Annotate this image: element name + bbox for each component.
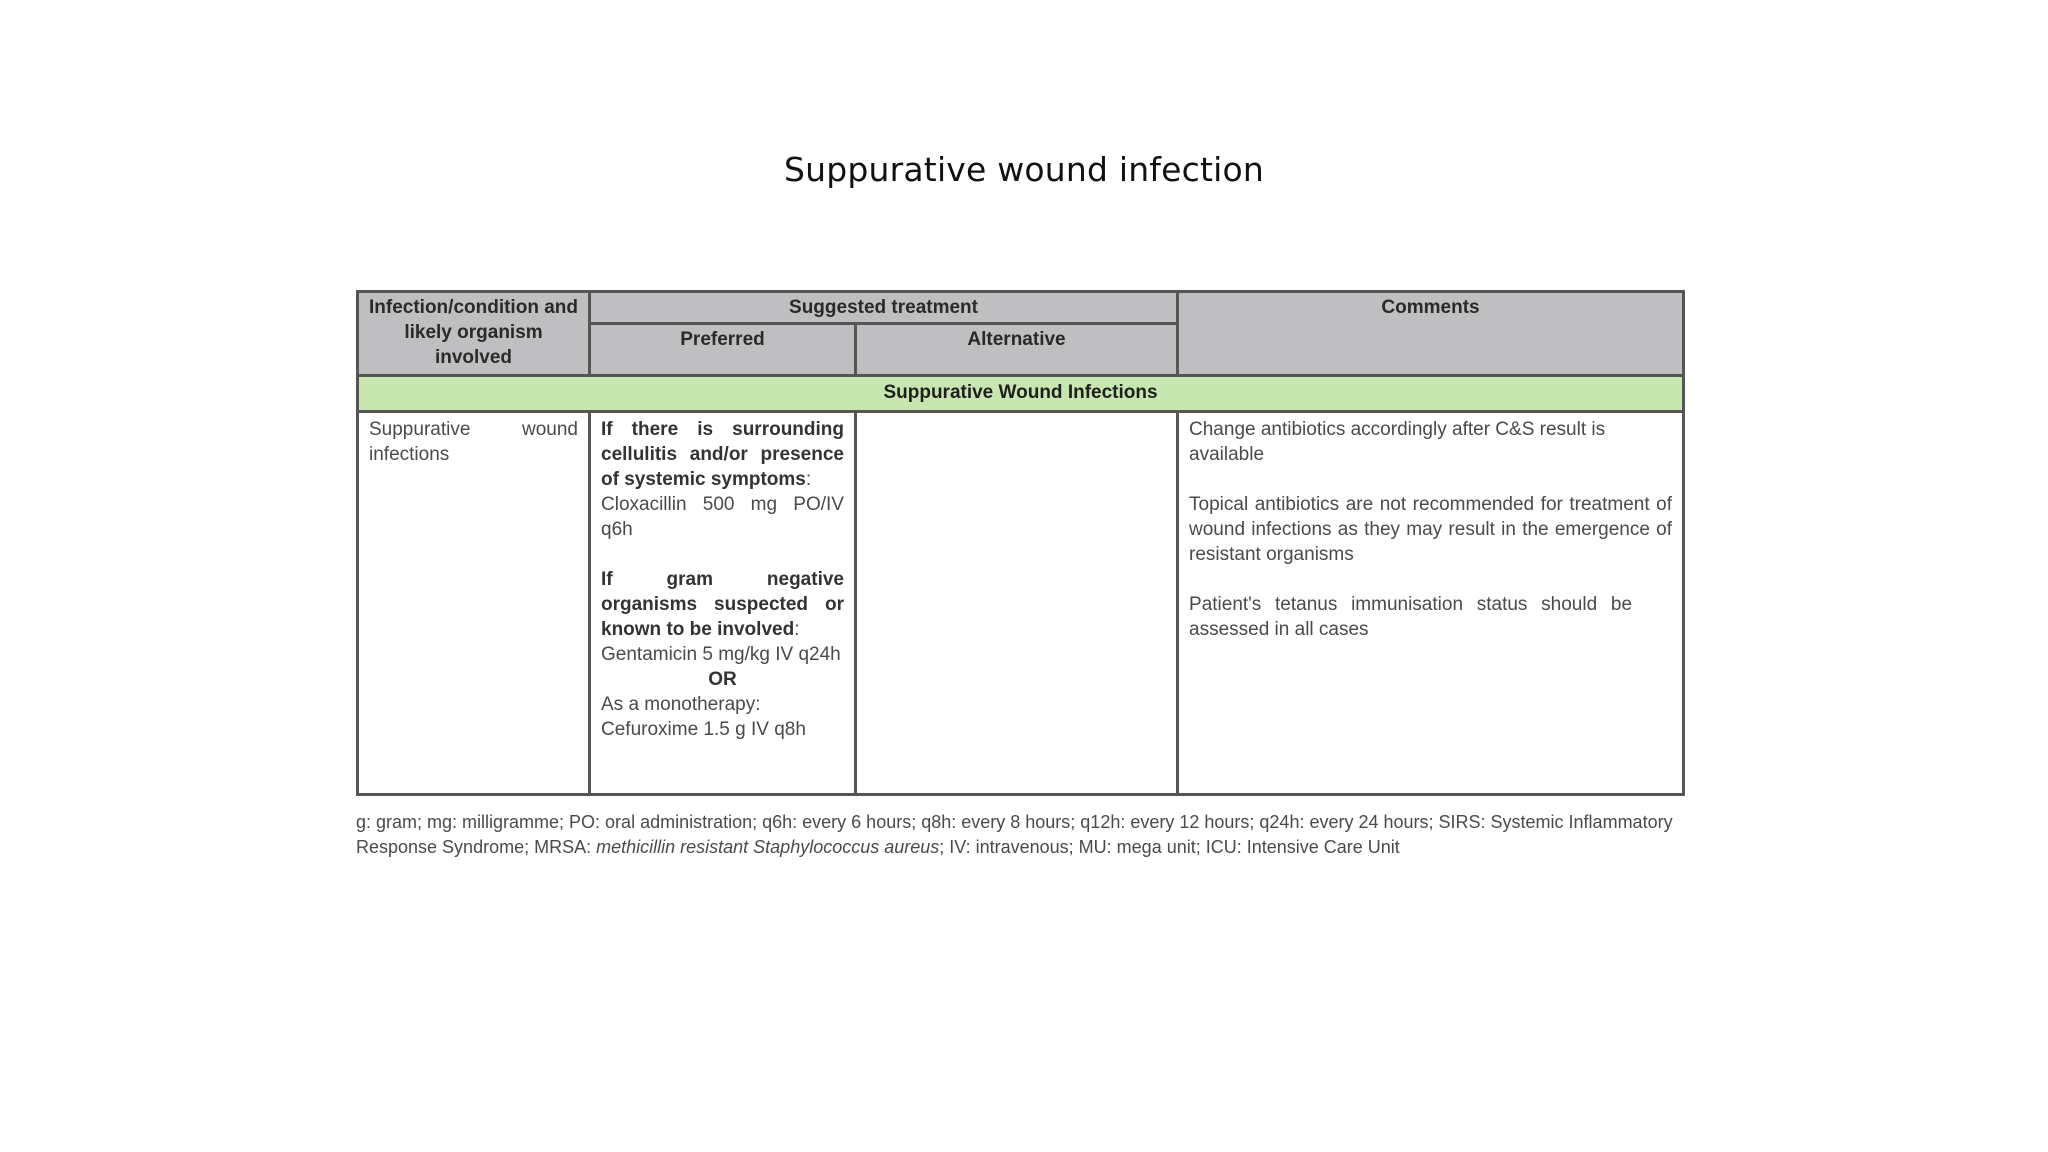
comment-1: Change antibiotics accordingly after C&S result is available bbox=[1189, 419, 1606, 465]
preferred-drug-2: Gentamicin 5 mg/kg IV q24h bbox=[601, 644, 841, 665]
slide-title: Suppurative wound infection bbox=[783, 150, 1265, 189]
preferred-condition-1: If there is surrounding cellulitis and/or presence of systemic symptoms: bbox=[601, 419, 844, 490]
monotherapy-label: As a monotherapy: bbox=[601, 694, 761, 715]
header-preferred: Preferred bbox=[590, 324, 856, 376]
table-row bbox=[358, 412, 1684, 795]
or-label: OR bbox=[708, 669, 737, 690]
section-title: Suppurative Wound Infections bbox=[358, 376, 1684, 412]
condition-cell: Suppurative wound infections bbox=[358, 412, 590, 795]
header-alternative: Alternative bbox=[856, 324, 1178, 376]
comment-3: Patient's tetanus immunisation status should be assessed in all cases bbox=[1189, 594, 1633, 640]
preferred-drug-3: Cefuroxime 1.5 g IV q8h bbox=[601, 719, 806, 740]
treatment-table bbox=[356, 290, 1685, 796]
preferred-drug-1: Cloxacillin 500 mg PO/IV q6h bbox=[601, 494, 844, 540]
comment-2: Topical antibiotics are not recommended for treatment of wound infections as they may result in the emergence of resistant organisms bbox=[1189, 494, 1673, 565]
abbreviations-footnote: g: gram; mg: milligramme; PO: oral administration; q6h: every 6 hours; q8h: every 8 hours; q12h: every 12 hours; q24h: every 24 hours; SIRS: Systemic Inflammatory Response Syndrome; MRSA: methicillin resistant Staphylococcus aureus; IV: intravenous; MU: mega unit; ICU: Intensive Care Unit bbox=[356, 812, 1673, 857]
preferred-condition-2: If gram negative organisms suspected or known to be involved: bbox=[601, 569, 844, 640]
footnote-italic: methicillin resistant Staphylococcus aureus bbox=[596, 837, 940, 857]
header-condition: Infection/condition and likely organism involved bbox=[358, 292, 590, 376]
header-suggested-treatment: Suggested treatment bbox=[590, 292, 1178, 324]
comments-cell bbox=[1178, 412, 1684, 795]
preferred-cell bbox=[590, 412, 856, 795]
header-comments: Comments bbox=[1178, 292, 1684, 376]
alternative-cell bbox=[856, 412, 1178, 795]
